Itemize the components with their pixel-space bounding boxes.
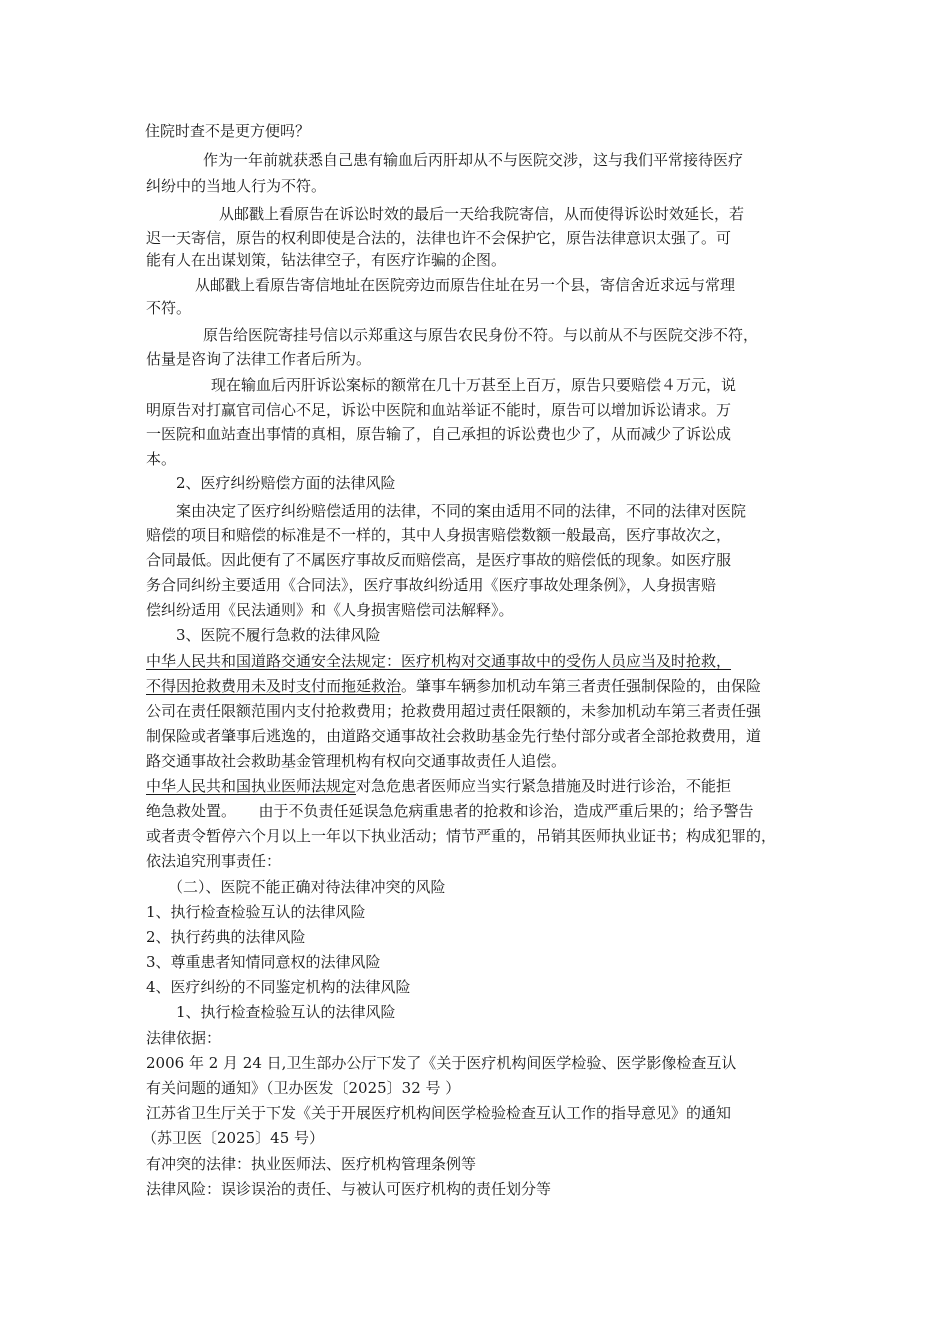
paragraph-line: 偿纠纷适用《民法通则》和《人身损害赔偿司法解释》。 — [146, 601, 514, 619]
paragraph-line: 估量是咨询了法律工作者后所为。 — [146, 350, 372, 368]
paragraph-line: 迟一天寄信，原告的权利即使是合法的，法律也许不会保护它，原告法律意识太强了。可 — [146, 229, 732, 247]
law-citation-link[interactable]: 中华人民共和国道路交通安全法规定：医疗机构对交通事故中的受伤人员应当及时抢救， — [146, 652, 732, 670]
paragraph-line: （苏卫医〔2025〕45 号） — [142, 1129, 325, 1147]
paragraph-line: 绝急救处置。 由于不负责任延误急危病重患者的抢救和诊治，造成严重后果的；给予警告 — [146, 802, 754, 820]
paragraph-line — [146, 676, 761, 696]
section-heading: 3、医院不履行急救的法律风险 — [176, 626, 381, 644]
paragraph-line: 法律依据： — [146, 1029, 222, 1047]
paragraph-line: 法律风险：误诊误治的责任、与被认可医疗机构的责任划分等 — [146, 1180, 552, 1198]
list-item: 3、尊重患者知情同意权的法律风险 — [146, 953, 381, 971]
paragraph-line: 从邮戳上看原告在诉讼时效的最后一天给我院寄信，从而使得诉讼时效延长，若 — [219, 205, 745, 223]
paragraph-line — [146, 776, 731, 796]
paragraph-line: 务合同纠纷主要适用《合同法》，医疗事故纠纷适用《医疗事故处理条例》，人身损害赔 — [146, 576, 717, 594]
paragraph-line: 一医院和血站查出事情的真相，原告输了，自己承担的诉讼费也少了，从而减少了诉讼成 — [146, 425, 732, 443]
list-item: 4、医疗纠纷的不同鉴定机构的法律风险 — [146, 978, 411, 996]
law-citation-link[interactable]: 中华人民共和国执业医师法规定 — [146, 777, 357, 795]
paragraph-line: 赔偿的项目和赔偿的标准是不一样的，其中人身损害赔偿数额一般最高，医疗事故次之， — [146, 526, 732, 544]
paragraph-line: 路交通事故社会救助基金管理机构有权向交通事故责任人追偿。 — [146, 752, 567, 770]
law-citation-link[interactable]: 不得因抢救费用未及时支付而拖延救治 — [146, 677, 402, 695]
paragraph-line: 住院时查不是更方便吗？ — [145, 122, 311, 140]
paragraph-line: 作为一年前就获悉自己患有输血后丙肝却从不与医院交涉，这与我们平常接待医疗 — [203, 151, 744, 169]
paragraph-line: 或者责令暂停六个月以上一年以下执业活动；情节严重的，吊销其医师执业证书；构成犯罪的， — [146, 827, 777, 845]
paragraph-line: 2006 年 2 月 24 日,卫生部办公厅下发了《关于医疗机构间医学检验、医学影像检查互认 — [146, 1054, 737, 1072]
list-item: 2、执行药典的法律风险 — [146, 928, 306, 946]
paragraph-line: 有冲突的法律：执业医师法、医疗机构管理条例等 — [146, 1155, 477, 1173]
paragraph-line: 现在输血后丙肝诉讼案标的额常在几十万甚至上百万，原告只要赔偿４万元，说 — [211, 376, 737, 394]
paragraph-line: 江苏省卫生厅关于下发《关于开展医疗机构间医学检验检查互认工作的指导意见》的通知 — [146, 1104, 732, 1122]
paragraph-line: 原告给医院寄挂号信以示郑重这与原告农民身份不符。与以前从不与医院交涉不符， — [203, 326, 759, 344]
paragraph-line: 能有人在出谋划策，钻法律空子，有医疗诈骗的企图。 — [146, 251, 507, 269]
paragraph-line: 公司在责任限额范围内支付抢救费用；抢救费用超过责任限额的，未参加机动车第三者责任强 — [146, 702, 762, 720]
paragraph-text: 。肇事车辆参加机动车第三者责任强制保险的，由保险 — [401, 677, 762, 695]
section-heading: （二）、医院不能正确对待法律冲突的风险 — [168, 878, 446, 896]
section-heading: 2、医疗纠纷赔偿方面的法律风险 — [176, 474, 396, 492]
paragraph-line: 案由决定了医疗纠纷赔偿适用的法律，不同的案由适用不同的法律，不同的法律对医院 — [176, 502, 747, 520]
list-item: 1、执行检查检验互认的法律风险 — [146, 903, 366, 921]
paragraph-line: 有关问题的通知》（卫办医发〔2025〕32 号 ） — [146, 1079, 461, 1097]
paragraph-line: 依法追究刑事责任： — [146, 852, 282, 870]
section-heading: 1、执行检查检验互认的法律风险 — [176, 1003, 396, 1021]
paragraph-line: 制保险或者肇事后逃逸的，由道路交通事故社会救助基金先行垫付部分或者全部抢救费用，道 — [146, 727, 762, 745]
paragraph-line: 本。 — [146, 450, 177, 468]
paragraph-line: 不符。 — [146, 299, 192, 317]
paragraph-line: 合同最低。因此便有了不属医疗事故反而赔偿高，是医疗事故的赔偿低的现象。如医疗服 — [146, 551, 732, 569]
paragraph-text: 对急危患者医师应当实行紧急措施及时进行诊治，不能拒 — [356, 777, 732, 795]
paragraph-line: 从邮戳上看原告寄信地址在医院旁边而原告住址在另一个县，寄信舍近求远与常理 — [195, 276, 736, 294]
paragraph-line: 纠纷中的当地人行为不符。 — [146, 177, 327, 195]
paragraph-line: 明原告对打赢官司信心不足，诉讼中医院和血站举证不能时，原告可以增加诉讼请求。万 — [146, 401, 732, 419]
